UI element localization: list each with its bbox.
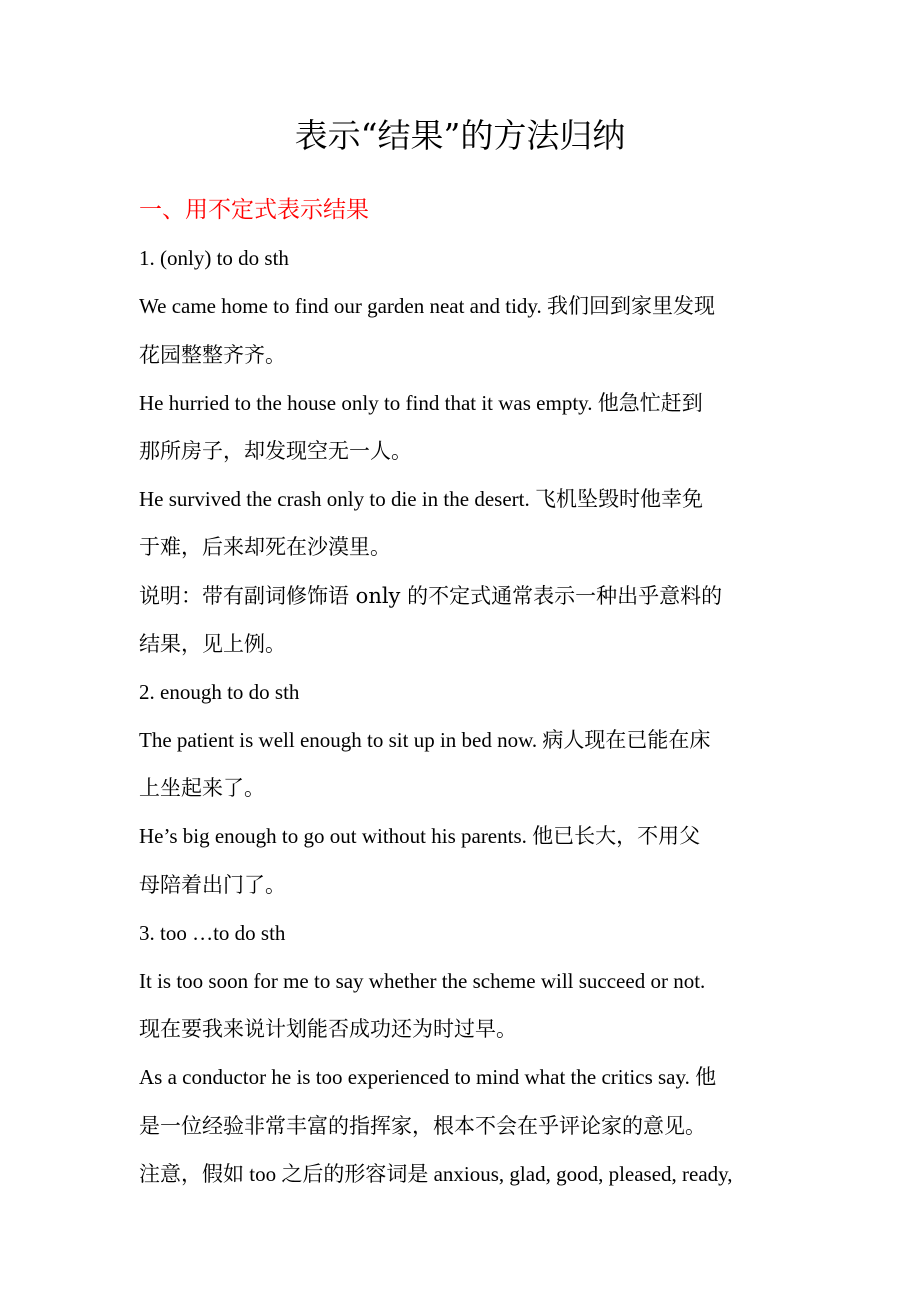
example-sentence: The patient is well enough to sit up in bed now. 病人现在已能在床 bbox=[139, 728, 711, 753]
document-body bbox=[139, 186, 785, 1198]
explanation-note: 说明：带有副词修饰语 only 的不定式通常表示一种出乎意料的 bbox=[139, 583, 723, 608]
example-sentence: We came home to find our garden neat and tidy. 我们回到家里发现 bbox=[139, 294, 716, 319]
example-sentence-continued: 上坐起来了。 bbox=[139, 776, 265, 801]
example-sentence-continued: 是一位经验非常丰富的指挥家，根本不会在乎评论家的意见。 bbox=[139, 1113, 706, 1138]
subheading-only-to-do: 1. (only) to do sth bbox=[139, 246, 289, 271]
subheading-too-to-do: 3. too …to do sth bbox=[139, 920, 286, 945]
subheading-enough-to-do: 2. enough to do sth bbox=[139, 679, 300, 704]
document-title: 表示“结果”的方法归纳 bbox=[294, 116, 626, 155]
example-sentence: It is too soon for me to say whether the scheme will succeed or not. bbox=[139, 969, 706, 993]
example-sentence: As a conductor he is too experienced to mind what the critics say. 他 bbox=[139, 1065, 717, 1090]
example-sentence-continued: 母陪着出门了。 bbox=[139, 872, 286, 897]
example-sentence-continued: 花园整整齐齐。 bbox=[139, 342, 286, 367]
example-sentence-continued: 于难，后来却死在沙漠里。 bbox=[139, 535, 391, 560]
example-sentence-continued: 那所房子，却发现空无一人。 bbox=[139, 438, 412, 463]
example-sentence: He’s big enough to go out without his parents. 他已长大，不用父 bbox=[139, 824, 701, 849]
attention-note: 注意，假如 too 之后的形容词是 anxious, glad, good, pleased, ready, bbox=[139, 1161, 733, 1186]
section-heading: 一、用不定式表示结果 bbox=[139, 197, 369, 223]
example-sentence-continued: 现在要我来说计划能否成功还为时过早。 bbox=[139, 1017, 517, 1042]
example-sentence: He hurried to the house only to find that it was empty. 他急忙赶到 bbox=[139, 390, 703, 415]
explanation-note-continued: 结果，见上例。 bbox=[139, 631, 286, 656]
example-sentence: He survived the crash only to die in the desert. 飞机坠毁时他幸免 bbox=[139, 487, 703, 512]
